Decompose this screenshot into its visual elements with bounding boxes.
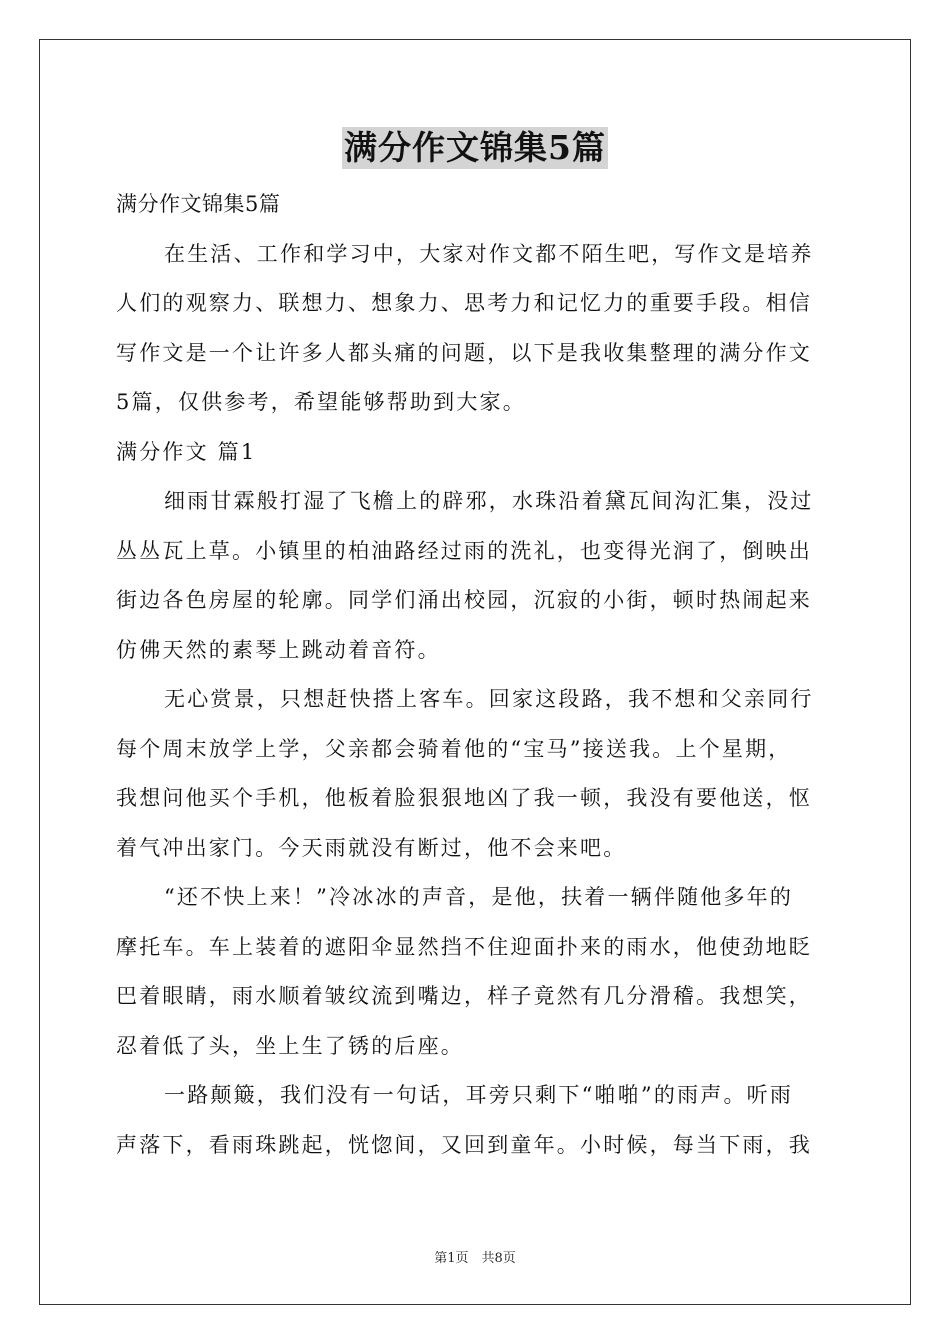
page-number-label: 第1页 共8页 bbox=[434, 1251, 516, 1266]
body-line: 丛丛瓦上草。小镇里的柏油路经过雨的洗礼，也变得光润了，倒映出 bbox=[116, 538, 812, 563]
body-line: 无心赏景，只想赶快搭上客车。回家这段路，我不想和父亲同行 bbox=[164, 687, 814, 711]
body-line: 巴着眼睛，雨水顺着皱纹流到嘴边，样子竟然有几分滑稽。我想笑， bbox=[116, 984, 812, 1008]
section-heading: 满分作文 篇1 bbox=[116, 439, 257, 464]
document-title: 满分作文锦集5篇 bbox=[344, 128, 606, 167]
body-line: 声落下，看雨珠跳起，恍惚间，又回到童年。小时候，每当下雨，我 bbox=[116, 1132, 812, 1157]
body-line: 摩托车。车上装着的遮阳伞显然挡不住迎面扑来的雨水，他使劲地眨 bbox=[116, 934, 812, 959]
body-line: 写作文是一个让许多人都头痛的问题，以下是我收集整理的满分作文 bbox=[116, 340, 812, 365]
document-subtitle: 满分作文锦集5篇 bbox=[116, 192, 281, 216]
body-line: 每个周末放学上学，父亲都会骑着他的“宝马”接送我。上个星期， bbox=[116, 736, 792, 761]
body-line: 人们的观察力、联想力、想象力、思考力和记忆力的重要手段。相信 bbox=[116, 291, 812, 315]
body-line: 我想问他买个手机，他板着脸狠狠地凶了我一顿，我没有要他送，怄 bbox=[116, 786, 812, 810]
body-line: 忍着低了头，坐上生了锈的后座。 bbox=[116, 1033, 464, 1058]
document-body bbox=[116, 180, 836, 1170]
body-line: 细雨甘霖般打湿了飞檐上的辟邪，水珠沿着黛瓦间沟汇集，没过 bbox=[164, 489, 814, 513]
body-line: 仿佛天然的素琴上跳动着音符。 bbox=[116, 637, 441, 662]
title-wrap bbox=[0, 127, 950, 169]
body-line: 5篇，仅供参考，希望能够帮助到大家。 bbox=[116, 390, 526, 414]
body-line: “还不快上来！”冷冰冰的声音，是他，扶着一辆伴随他多年的 bbox=[164, 885, 794, 909]
body-line: 街边各色房屋的轮廓。同学们涌出校园，沉寂的小街，顿时热闹起来 bbox=[116, 588, 812, 612]
body-line: 在生活、工作和学习中，大家对作文都不陌生吧，写作文是培养 bbox=[164, 241, 814, 266]
body-line: 一路颠簸，我们没有一句话，耳旁只剩下“啪啪”的雨声。听雨 bbox=[164, 1083, 794, 1107]
page-footer bbox=[0, 1247, 950, 1266]
body-line: 着气冲出家门。今天雨就没有断过，他不会来吧。 bbox=[116, 835, 627, 860]
